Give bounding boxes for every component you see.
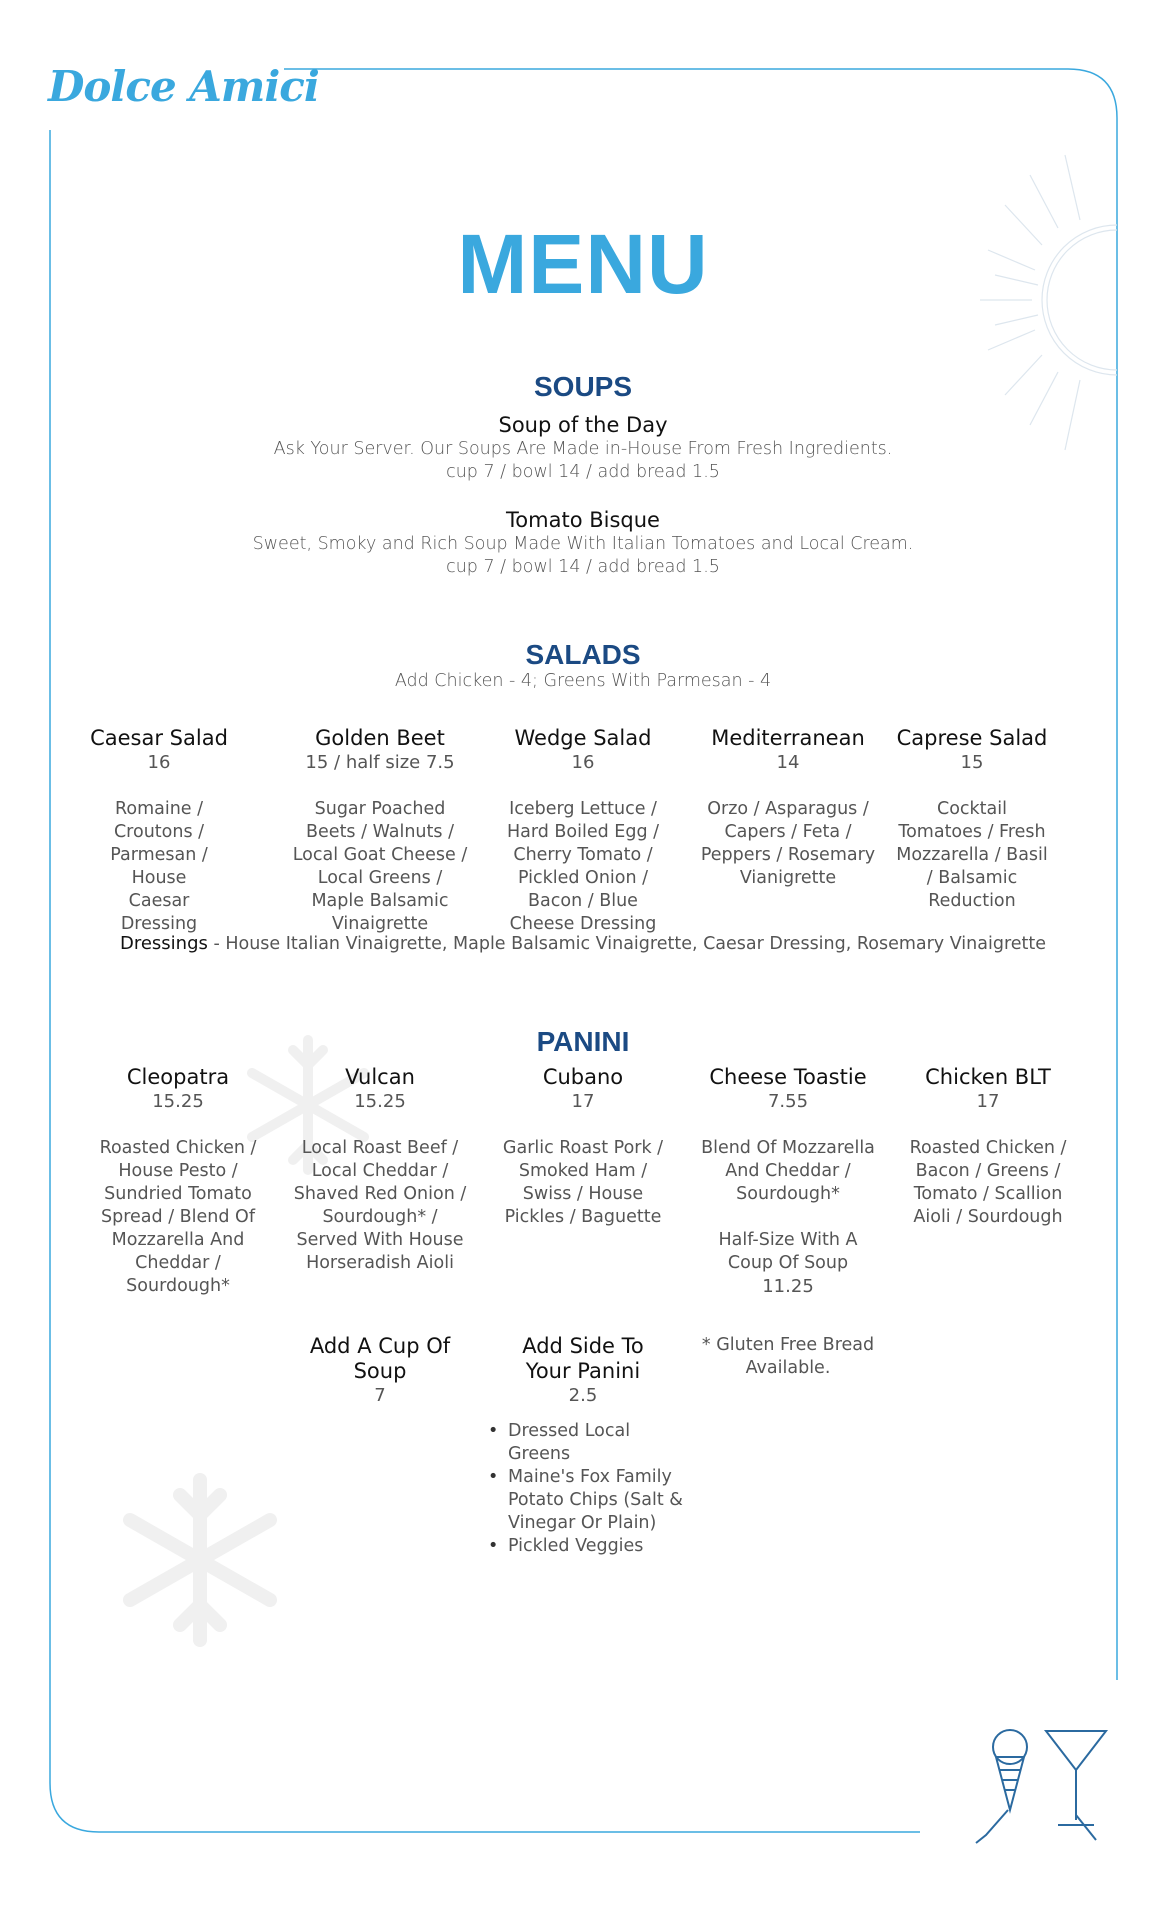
salad-price: 14 [776, 752, 800, 773]
panini-item [495, 1065, 671, 1229]
bullet-icon: • [488, 1467, 499, 1487]
bullet-icon: • [488, 1536, 499, 1556]
panini-item [292, 1065, 468, 1275]
salad-price: 15 [960, 752, 984, 773]
salad-name: Golden Beet [315, 726, 445, 750]
add-side-block [505, 1334, 661, 1408]
page-title: MENU [457, 217, 709, 311]
panini-name: Vulcan [345, 1065, 415, 1089]
panini-name: Cubano [542, 1065, 624, 1089]
soup-name: Soup of the Day [498, 413, 668, 437]
panini-heading: PANINI [536, 1026, 630, 1057]
panini-price: 17 [571, 1091, 595, 1112]
salad-name: Mediterranean [711, 726, 865, 750]
gluten-note: * Gluten Free Bread Available. [701, 1335, 875, 1378]
panini-desc: Roasted Chicken / Bacon / Greens / Tomato / Scallion Aioli / Sourdough [909, 1138, 1067, 1227]
salad-price: 15 / half size 7.5 [305, 752, 455, 773]
salad-name: Wedge Salad [514, 726, 652, 750]
dressings-line [0, 933, 1166, 954]
panini-desc: Blend Of Mozzarella And Cheddar / Sourdough* [701, 1138, 875, 1204]
soup-price: cup 7 / bowl 14 / add bread 1.5 [446, 462, 720, 482]
salad-name: Caesar Salad [90, 726, 228, 750]
panini-extra-price: 11.25 [762, 1276, 814, 1297]
panini-extra: Half-Size With A Coup Of Soup [718, 1230, 858, 1273]
salad-item [495, 726, 671, 936]
salad-desc: Sugar Poached Beets / Walnuts / Local Goat Cheese / Local Greens / Maple Balsamic Vinaigrette [292, 799, 468, 934]
salad-item [292, 726, 468, 936]
soup-desc: Ask Your Server. Our Soups Are Made in-House From Fresh Ingredients. [273, 439, 893, 459]
salad-desc: Romaine / Croutons / Parmesan / House Caesar Dressing [110, 799, 208, 934]
add-soup-name: Add A Cup Of Soup [309, 1334, 451, 1383]
panini-desc: Roasted Chicken / House Pesto / Sundried Tomato Spread / Blend Of Mozzarella And Cheddar / Sourdough* [99, 1138, 257, 1296]
panini-name: Cleopatra [126, 1065, 230, 1089]
salad-name: Caprese Salad [896, 726, 1048, 750]
panini-item [90, 1065, 266, 1298]
panini-price: 17 [976, 1091, 1000, 1112]
bullet-icon: • [488, 1421, 499, 1441]
panini-name: Cheese Toastie [709, 1065, 867, 1089]
soup-price: cup 7 / bowl 14 / add bread 1.5 [446, 557, 720, 577]
soup-item [0, 507, 1166, 579]
salad-desc: Orzo / Asparagus / Capers / Feta / Peppers / Rosemary Vianigrette [700, 799, 876, 888]
side-option: • Maine's Fox Family Potato Chips (Salt & Vinegar Or Plain) [488, 1467, 683, 1533]
panini-price: 7.55 [767, 1091, 809, 1112]
panini-name: Chicken BLT [925, 1065, 1051, 1089]
brand-logo: Dolce Amici [48, 62, 319, 111]
soup-name: Tomato Bisque [506, 508, 660, 532]
dressings-text: - House Italian Vinaigrette, Maple Balsamic Vinaigrette, Caesar Dressing, Rosemary Vinaigrette [207, 934, 1047, 954]
salad-desc: Cocktail Tomatoes / Fresh Mozzarella / Basil / Balsamic Reduction [896, 799, 1048, 911]
salad-price: 16 [571, 752, 595, 773]
add-soup-price: 7 [374, 1385, 386, 1406]
snowflake-icon [110, 1470, 290, 1650]
salad-item [700, 726, 876, 890]
salad-item [71, 726, 247, 936]
gelato-martini-icon [968, 1725, 1118, 1850]
salad-price: 16 [147, 752, 171, 773]
soups-heading: SOUPS [533, 371, 633, 402]
salads-heading: SALADS [525, 639, 641, 670]
salad-item [884, 726, 1060, 913]
soup-item [0, 412, 1166, 484]
panini-desc: Garlic Roast Pork / Smoked Ham / Swiss / House Pickles / Baguette [502, 1138, 664, 1227]
add-side-name: Add Side To Your Panini [522, 1334, 644, 1383]
panini-item [900, 1065, 1076, 1229]
soup-desc: Sweet, Smoky and Rich Soup Made With Italian Tomatoes and Local Cream. [252, 534, 914, 554]
panini-desc: Local Roast Beef / Local Cheddar / Shaved Red Onion / Sourdough* / Served With House Horseradish Aioli [293, 1138, 467, 1273]
panini-price: 15.25 [354, 1091, 406, 1112]
salads-subtitle: Add Chicken - 4; Greens With Parmesan - 4 [394, 671, 772, 691]
side-option: • Pickled Veggies [488, 1536, 644, 1556]
panini-price: 15.25 [152, 1091, 204, 1112]
add-side-price: 2.5 [568, 1385, 598, 1406]
salad-desc: Iceberg Lettuce / Hard Boiled Egg / Cherry Tomato / Pickled Onion / Bacon / Blue Cheese Dressing [506, 799, 660, 934]
panini-item [700, 1065, 876, 1299]
side-option: • Dressed Local Greens [488, 1421, 631, 1464]
add-soup-block [284, 1334, 476, 1408]
dressings-label: Dressings [119, 933, 208, 954]
side-options-list [488, 1420, 688, 1558]
